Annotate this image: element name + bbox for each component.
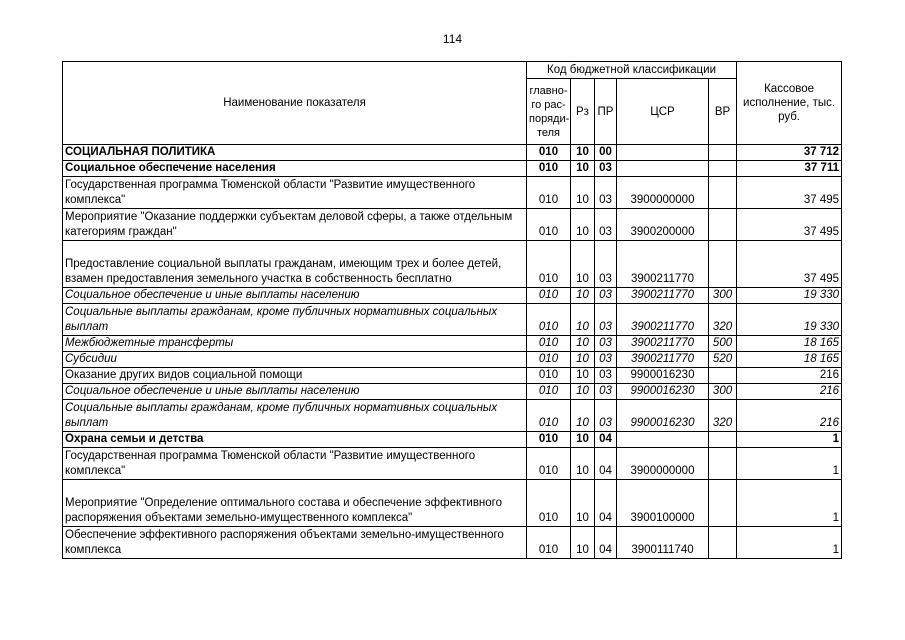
header-csr: ЦСР <box>617 79 709 145</box>
table-row <box>63 400 842 432</box>
row-vr-cell <box>709 432 737 448</box>
row-name-cell: Мероприятие "Определение оптимального состава и обеспечение эффективного распоряжения объектами земельно-имущественного комплекса" <box>63 480 527 527</box>
row-amount-cell: 37 711 <box>737 161 842 177</box>
row-name-cell: Обеспечение эффективного распоряжения объектами земельно-имущественного комплекса <box>63 527 527 559</box>
table-row <box>63 288 842 304</box>
row-amount-cell: 37 495 <box>737 177 842 209</box>
row-vr-cell <box>709 527 737 559</box>
table-row <box>63 368 842 384</box>
table-row <box>63 209 842 241</box>
page-number: 114 <box>442 32 463 46</box>
table-row <box>63 336 842 352</box>
row-rz-cell: 10 <box>571 384 595 400</box>
row-name-cell: Межбюджетные трансферты <box>63 336 527 352</box>
row-name-cell: Социальное обеспечение населения <box>63 161 527 177</box>
row-csr-cell: 9900016230 <box>617 384 709 400</box>
table-row <box>63 145 842 161</box>
row-name-cell: Социальные выплаты гражданам, кроме публичных нормативных социальных выплат <box>63 400 527 432</box>
row-csr-cell <box>617 432 709 448</box>
row-csr-cell: 3900211770 <box>617 241 709 288</box>
row-name-cell: СОЦИАЛЬНАЯ ПОЛИТИКА <box>63 145 527 161</box>
row-glavn-cell: 010 <box>527 432 571 448</box>
row-rz-cell: 10 <box>571 336 595 352</box>
row-amount-cell: 1 <box>737 432 842 448</box>
row-pr-cell: 03 <box>595 400 617 432</box>
row-pr-cell: 03 <box>595 288 617 304</box>
row-amount-cell: 216 <box>737 384 842 400</box>
row-name-cell: Предоставление социальной выплаты гражданам, имеющим трех и более детей, взамен предоставления земельного участка в собственность бесплатно <box>63 241 527 288</box>
header-name: Наименование показателя <box>63 62 527 145</box>
row-rz-cell: 10 <box>571 145 595 161</box>
table-row <box>63 177 842 209</box>
row-vr-cell <box>709 480 737 527</box>
row-name-cell: Мероприятие "Оказание поддержки субъектам деловой сферы, а также отдельным категориям граждан" <box>63 209 527 241</box>
row-pr-cell: 03 <box>595 384 617 400</box>
header-kassovoe: Кассовое исполнение, тыс. руб. <box>737 62 842 145</box>
row-pr-cell: 03 <box>595 161 617 177</box>
row-csr-cell: 3900200000 <box>617 209 709 241</box>
row-csr-cell: 3900211770 <box>617 304 709 336</box>
row-rz-cell: 10 <box>571 480 595 527</box>
row-vr-cell: 320 <box>709 304 737 336</box>
row-name-cell: Государственная программа Тюменской области "Развитие имущественного комплекса" <box>63 448 527 480</box>
row-amount-cell: 37 712 <box>737 145 842 161</box>
row-vr-cell: 500 <box>709 336 737 352</box>
row-csr-cell: 3900000000 <box>617 177 709 209</box>
table-row <box>63 432 842 448</box>
row-glavn-cell: 010 <box>527 336 571 352</box>
budget-table <box>62 61 842 559</box>
row-pr-cell: 03 <box>595 177 617 209</box>
row-amount-cell: 19 330 <box>737 288 842 304</box>
table-row <box>63 480 842 527</box>
row-glavn-cell: 010 <box>527 241 571 288</box>
table-row <box>63 304 842 336</box>
row-pr-cell: 00 <box>595 145 617 161</box>
row-amount-cell: 19 330 <box>737 304 842 336</box>
table-row <box>63 241 842 288</box>
row-vr-cell <box>709 145 737 161</box>
row-vr-cell: 320 <box>709 400 737 432</box>
row-vr-cell <box>709 368 737 384</box>
row-vr-cell <box>709 209 737 241</box>
row-amount-cell: 1 <box>737 527 842 559</box>
row-vr-cell: 520 <box>709 352 737 368</box>
table-row <box>63 448 842 480</box>
row-vr-cell <box>709 161 737 177</box>
row-glavn-cell: 010 <box>527 400 571 432</box>
header-glavn: главно-го рас-поряди-теля <box>527 79 571 145</box>
row-amount-cell: 37 495 <box>737 209 842 241</box>
row-glavn-cell: 010 <box>527 145 571 161</box>
row-csr-cell: 3900000000 <box>617 448 709 480</box>
row-pr-cell: 03 <box>595 368 617 384</box>
row-csr-cell: 3900211770 <box>617 288 709 304</box>
row-rz-cell: 10 <box>571 241 595 288</box>
row-pr-cell: 03 <box>595 304 617 336</box>
row-pr-cell: 04 <box>595 527 617 559</box>
row-rz-cell: 10 <box>571 352 595 368</box>
row-vr-cell: 300 <box>709 288 737 304</box>
row-name-cell: Социальное обеспечение и иные выплаты населению <box>63 384 527 400</box>
row-name-cell: Социальные выплаты гражданам, кроме публичных нормативных социальных выплат <box>63 304 527 336</box>
row-amount-cell: 216 <box>737 400 842 432</box>
row-glavn-cell: 010 <box>527 352 571 368</box>
table-row <box>63 161 842 177</box>
row-csr-cell: 9900016230 <box>617 400 709 432</box>
row-pr-cell: 03 <box>595 352 617 368</box>
row-pr-cell: 04 <box>595 480 617 527</box>
table-body <box>63 145 842 559</box>
row-glavn-cell: 010 <box>527 288 571 304</box>
row-name-cell: Охрана семьи и детства <box>63 432 527 448</box>
header-pr: ПР <box>595 79 617 145</box>
row-rz-cell: 10 <box>571 448 595 480</box>
row-rz-cell: 10 <box>571 432 595 448</box>
row-amount-cell: 1 <box>737 480 842 527</box>
row-pr-cell: 04 <box>595 448 617 480</box>
row-pr-cell: 03 <box>595 336 617 352</box>
row-amount-cell: 18 165 <box>737 352 842 368</box>
row-rz-cell: 10 <box>571 177 595 209</box>
table-row <box>63 352 842 368</box>
row-vr-cell <box>709 177 737 209</box>
row-amount-cell: 37 495 <box>737 241 842 288</box>
table-row <box>63 527 842 559</box>
row-pr-cell: 04 <box>595 432 617 448</box>
row-pr-cell: 03 <box>595 209 617 241</box>
row-rz-cell: 10 <box>571 527 595 559</box>
row-csr-cell: 3900100000 <box>617 480 709 527</box>
row-vr-cell <box>709 241 737 288</box>
table-row <box>63 384 842 400</box>
row-csr-cell: 3900111740 <box>617 527 709 559</box>
row-name-cell: Социальное обеспечение и иные выплаты населению <box>63 288 527 304</box>
row-rz-cell: 10 <box>571 304 595 336</box>
row-rz-cell: 10 <box>571 368 595 384</box>
row-glavn-cell: 010 <box>527 177 571 209</box>
row-rz-cell: 10 <box>571 161 595 177</box>
row-name-cell: Субсидии <box>63 352 527 368</box>
row-glavn-cell: 010 <box>527 527 571 559</box>
row-amount-cell: 18 165 <box>737 336 842 352</box>
row-vr-cell: 300 <box>709 384 737 400</box>
row-glavn-cell: 010 <box>527 480 571 527</box>
row-glavn-cell: 010 <box>527 384 571 400</box>
row-name-cell: Государственная программа Тюменской области "Развитие имущественного комплекса" <box>63 177 527 209</box>
row-name-cell: Оказание других видов социальной помощи <box>63 368 527 384</box>
row-csr-cell <box>617 161 709 177</box>
row-glavn-cell: 010 <box>527 448 571 480</box>
row-glavn-cell: 010 <box>527 304 571 336</box>
row-rz-cell: 10 <box>571 400 595 432</box>
row-amount-cell: 216 <box>737 368 842 384</box>
row-csr-cell <box>617 145 709 161</box>
row-csr-cell: 3900211770 <box>617 336 709 352</box>
row-rz-cell: 10 <box>571 288 595 304</box>
header-vr: ВР <box>709 79 737 145</box>
header-kbk-group: Код бюджетной классификации <box>527 62 737 79</box>
row-glavn-cell: 010 <box>527 368 571 384</box>
row-amount-cell: 1 <box>737 448 842 480</box>
row-vr-cell <box>709 448 737 480</box>
row-csr-cell: 3900211770 <box>617 352 709 368</box>
row-glavn-cell: 010 <box>527 161 571 177</box>
row-rz-cell: 10 <box>571 209 595 241</box>
row-csr-cell: 9900016230 <box>617 368 709 384</box>
row-pr-cell: 03 <box>595 241 617 288</box>
header-rz: Рз <box>571 79 595 145</box>
row-glavn-cell: 010 <box>527 209 571 241</box>
